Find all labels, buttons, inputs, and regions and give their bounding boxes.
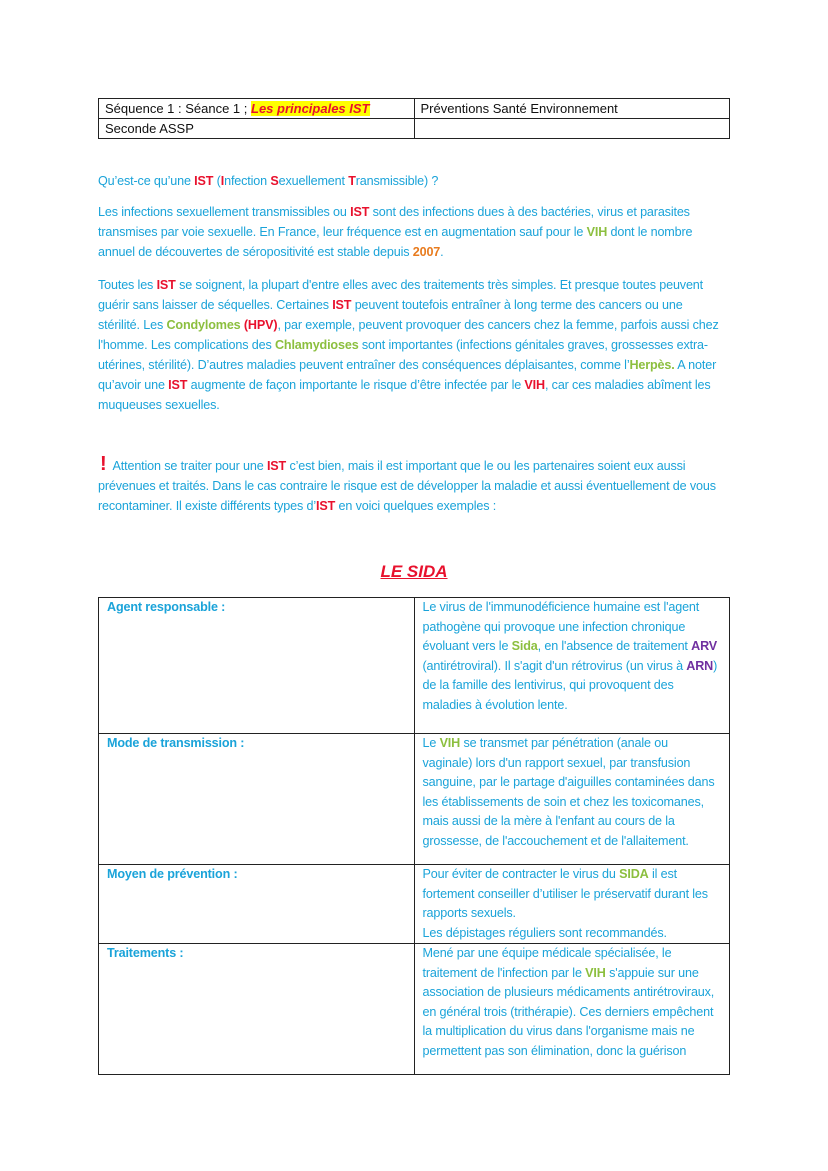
intro-paragraph xyxy=(98,202,724,262)
text-run: , par exemple, peuvent provoquer des cancers chez la femme, parfois aussi chez l'homme. Les complications des xyxy=(98,318,719,352)
highlighted-term: ARV xyxy=(691,639,718,653)
text-run: sont des infections dues à des bactéries, virus et parasites transmises par voie sexuelle. En France, leur fréquence est en augmentation sauf pour le xyxy=(98,205,690,239)
highlighted-term: VIH xyxy=(585,965,606,980)
text-run: Les infections sexuellement transmissibles ou xyxy=(98,205,351,219)
text-run: Pour éviter de contracter le virus du xyxy=(422,867,620,881)
text-run: nfection xyxy=(224,174,271,188)
warning-text xyxy=(98,459,716,513)
text-run: augmente de façon importante le risque d’être infectée par le xyxy=(187,378,525,392)
text-run: Qu’est-ce qu’une xyxy=(98,174,195,188)
empty-cell xyxy=(414,119,730,139)
highlighted-term: Chlamydioses xyxy=(274,338,359,352)
warning-paragraph xyxy=(98,454,724,516)
question-heading xyxy=(98,171,724,191)
text-run: , en l'absence de traitement xyxy=(537,639,692,653)
highlighted-term: IST xyxy=(156,278,176,292)
treatment-paragraph xyxy=(98,275,724,415)
text-run: se soignent, la plupart d'entre elles avec des traitements très simples. Et presque toutes peuvent guérir sans laisser de séquelles. Certaines xyxy=(98,278,704,312)
sequence-title: Les principales IST xyxy=(251,101,370,116)
text-run: , car ces maladies abîment les muqueuses sexuelles. xyxy=(98,378,711,412)
highlighted-term: IST xyxy=(350,205,370,219)
sida-table xyxy=(98,597,730,1075)
text-run: A noter qu’avoir une xyxy=(98,358,717,392)
text-run: il est fortement conseiller d’utiliser le préservatif durant les rapports sexuels. Les dépistages réguliers sont recommandés. xyxy=(422,867,708,940)
highlighted-term: IST xyxy=(316,499,336,513)
row-content xyxy=(414,598,730,734)
subject-cell: Préventions Santé Environnement xyxy=(414,99,730,119)
text-run: sont importantes (infections génitales graves, grossesses extra-utérines, stérilité). D’autres maladies peuvent entraîner des conséquences déplaisantes, comme l’ xyxy=(98,338,708,372)
text-run: Mené par une équipe médicale spécialisée, le traitement de l'infection par le xyxy=(422,946,672,980)
text-run: . xyxy=(440,245,444,259)
text-run: Le xyxy=(422,736,440,750)
highlighted-term: SIDA xyxy=(619,867,649,881)
highlighted-term: IST xyxy=(194,174,214,188)
warning-icon: ! xyxy=(100,453,107,475)
highlighted-term: VIH xyxy=(439,736,461,750)
highlighted-term: I xyxy=(220,174,225,188)
highlighted-term: VIH xyxy=(524,378,545,392)
highlighted-term: VIH xyxy=(586,225,608,239)
text-run: dont le nombre annuel de découvertes de séropositivité est stable depuis xyxy=(98,225,693,259)
highlighted-term: ARN xyxy=(686,658,714,673)
highlighted-term: IST xyxy=(266,459,287,473)
highlighted-term: IST xyxy=(332,298,352,312)
row-label: Mode de transmission : xyxy=(99,734,415,865)
row-content xyxy=(414,734,730,865)
row-label: Moyen de prévention : xyxy=(99,865,415,944)
text-run: exuellement xyxy=(278,174,349,188)
text-run: (antirétroviral). Il s'agit d'un rétrovirus (un virus à xyxy=(422,658,687,673)
table-row xyxy=(99,734,730,865)
highlighted-term: Condylomes xyxy=(166,318,241,332)
highlighted-term: 2007 xyxy=(412,245,441,259)
header-table xyxy=(98,98,730,139)
text-run: Le virus de l'immunodéficience humaine est l'agent pathogène qui provoque une infection chronique évoluant vers le xyxy=(422,600,700,653)
text-run: ) de la famille des lentivirus, qui provoquent des maladies à évolution lente. xyxy=(422,658,718,712)
text-run: en voici quelques exemples : xyxy=(335,499,497,513)
row-label: Agent responsable : xyxy=(99,598,415,734)
table-row xyxy=(99,865,730,944)
highlighted-term: IST xyxy=(168,378,188,392)
sequence-cell xyxy=(99,99,415,119)
highlighted-term: Sida xyxy=(511,639,538,653)
section-title: LE SIDA xyxy=(380,562,448,581)
text-run: s'appuie sur une association de plusieurs médicaments antirétroviraux, en général trois (trithérapie). Ces derniers empêchent la multiplication du virus dans l'organisme mais ne permettent pas son élimination, donc la guérison xyxy=(422,965,715,1058)
highlighted-term: Herpès. xyxy=(629,358,675,372)
table-row xyxy=(99,944,730,1075)
highlighted-term: (HPV) xyxy=(243,318,278,332)
sequence-prefix: Séquence 1 : Séance 1 ; xyxy=(105,101,251,116)
highlighted-term: S xyxy=(270,174,279,188)
text-run: c’est bien, mais il est important que le ou les partenaires soient eux aussi prévenues et traités. Dans le cas contraire le risque est de développer la maladie et aussi éventuellement de vous recontaminer. Il existe différents types d’ xyxy=(98,459,716,513)
row-content xyxy=(414,944,730,1075)
text-run: ( xyxy=(213,174,221,188)
class-cell: Seconde ASSP xyxy=(99,119,415,139)
row-label: Traitements : xyxy=(99,944,415,1075)
table-row xyxy=(99,598,730,734)
highlighted-term: T xyxy=(348,174,356,188)
text-run: Attention se traiter pour une xyxy=(112,459,267,473)
text-run: ransmissible) ? xyxy=(355,174,439,188)
text-run: se transmet par pénétration (anale ou vaginale) lors d'un rapport sexuel, par transfusion sanguine, par le partage d'aiguilles contaminées dans les établissements de soin et chez les toxicomanes, mais aussi de la mère à l'enfant au cours de la grossesse, de l'accouchement et de l'allaitement. xyxy=(422,736,715,848)
text-run: Toutes les xyxy=(98,278,157,292)
row-content xyxy=(414,865,730,944)
text-run: peuvent toutefois entraîner à long terme des cancers ou une stérilité. Les xyxy=(98,298,683,332)
